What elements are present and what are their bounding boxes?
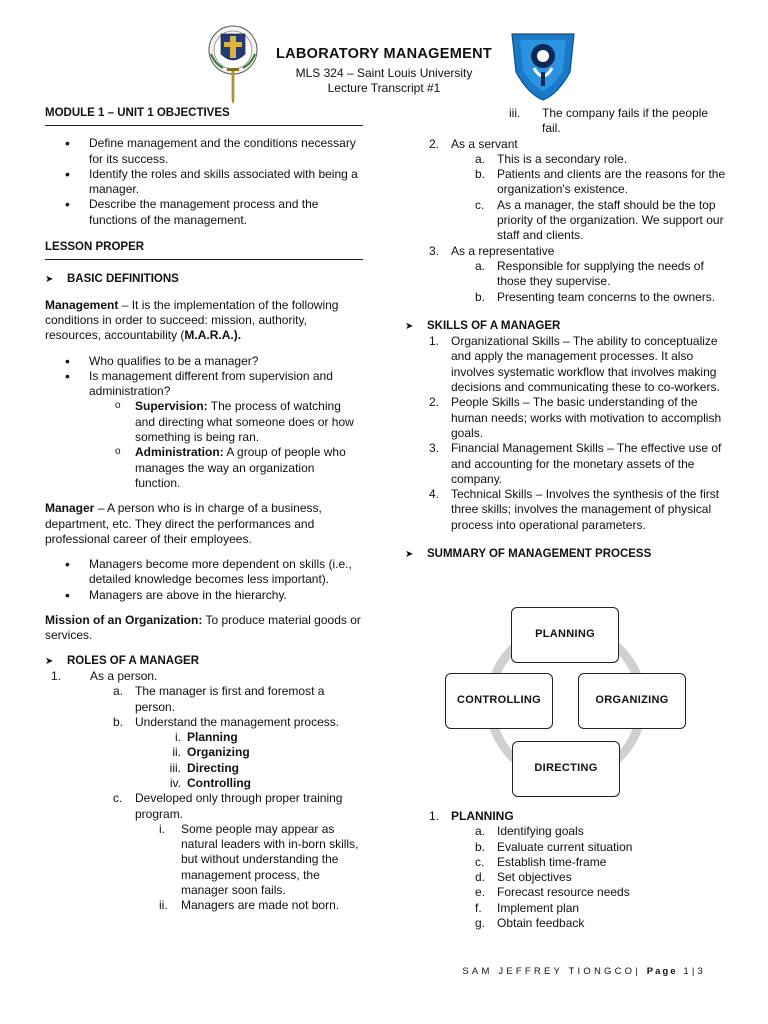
list-item <box>475 259 727 290</box>
item-number: 1. <box>51 668 62 683</box>
list-item <box>161 776 363 791</box>
list-item: • Describe the management process and the functions of the management. <box>45 197 363 228</box>
planning-list <box>405 824 727 931</box>
item-number: d. <box>475 870 486 885</box>
item-number: a. <box>475 258 486 273</box>
supervision-administration-list <box>45 399 363 491</box>
list-item <box>475 855 727 870</box>
item-number: iii. <box>509 106 521 120</box>
item-number: g. <box>475 916 486 931</box>
item-number: b. <box>475 839 486 854</box>
item-number: c. <box>475 197 485 212</box>
item-text: The manager is first and foremost a person. <box>135 684 325 714</box>
item-number: i. <box>175 730 181 745</box>
role-item <box>405 244 727 259</box>
item-text: As a person. <box>90 668 158 683</box>
item-text: Planning <box>187 730 238 745</box>
page-footer <box>462 964 706 979</box>
definition: A group of people who manages the way an organization function. <box>135 445 346 490</box>
left-column <box>45 106 363 914</box>
list-item <box>475 901 727 916</box>
item-number: ii. <box>159 898 168 913</box>
definition: The process of watching and directing what someone does or how something is being ran. <box>135 399 354 445</box>
item-text: As a representative <box>451 243 555 258</box>
list-item <box>475 885 727 900</box>
item-number: b. <box>475 289 486 304</box>
author-name: SAM JEFFREY TIONGCO| <box>462 966 641 977</box>
skills-heading <box>405 319 727 334</box>
item-number: 2. <box>429 136 440 151</box>
term: Manager <box>45 501 95 516</box>
role-item <box>405 137 727 152</box>
term: Management <box>45 297 119 312</box>
arrow-bullet-icon: ➤ <box>405 549 414 561</box>
list-item <box>429 334 727 395</box>
item-text: Evaluate current situation <box>497 839 633 854</box>
list-item: • Is management different from supervision and administration? <box>45 369 363 400</box>
heading-label: BASIC DEFINITIONS <box>67 273 179 286</box>
role-subsubitem <box>45 898 363 913</box>
item-number: c. <box>113 791 123 806</box>
item-number: ii. <box>172 745 181 760</box>
term: Administration: <box>135 445 224 460</box>
list-item <box>429 395 727 441</box>
manager-points-list <box>45 557 363 603</box>
list-item <box>475 824 727 839</box>
list-item <box>475 167 727 198</box>
list-item: • Managers are above in the hierarchy. <box>45 588 363 603</box>
list-item <box>475 870 727 885</box>
cycle-controlling-box: CONTROLLING <box>445 673 553 729</box>
item-text: Managers are made not born. <box>181 898 340 913</box>
definition: To produce material goods or services. <box>45 613 361 643</box>
arrow-bullet-icon: ➤ <box>405 320 414 332</box>
heading-label: SUMMARY OF MANAGEMENT PROCESS <box>427 548 652 561</box>
item-number: e. <box>475 885 486 900</box>
list-item: • Identify the roles and skills associated with being a manager. <box>45 167 363 198</box>
item-text: Implement plan <box>497 900 580 915</box>
role-subsubitem <box>45 822 363 898</box>
item-text: As a servant <box>451 136 518 151</box>
list-item: • Who qualifies to be a manager? <box>45 354 363 369</box>
item-text: Controlling <box>187 775 251 790</box>
cycle-organizing-box: ORGANIZING <box>578 673 686 729</box>
list-item <box>161 761 363 776</box>
role-subitem <box>45 684 363 715</box>
right-column <box>405 106 727 562</box>
summary-heading <box>405 547 727 562</box>
item-number: a. <box>475 824 486 839</box>
item-text: As a manager, the staff should be the top priority of the organization. We support our staff and clients. <box>497 197 724 243</box>
item-number: a. <box>475 151 486 166</box>
heading-label: SKILLS OF A MANAGER <box>427 319 561 332</box>
basic-definitions-heading <box>45 272 363 287</box>
item-number: 3. <box>429 243 440 258</box>
list-item <box>429 487 727 533</box>
course-line: MLS 324 – Saint Louis University <box>295 66 473 80</box>
item-text: Technical Skills – Involves the synthesis of the first three skills; involves the management of physical process into operational parameters. <box>451 487 720 532</box>
list-item <box>161 745 363 760</box>
role-subsubitem <box>405 106 727 137</box>
item-text: Patients and clients are the reasons for the organization's existence. <box>497 167 726 197</box>
servant-list <box>405 152 727 244</box>
role-subitem <box>45 791 363 822</box>
item-number: 3. <box>429 441 440 456</box>
item-number: 4. <box>429 487 440 502</box>
item-number: b. <box>113 714 124 729</box>
item-number: iii. <box>169 760 181 775</box>
cycle-directing-box: DIRECTING <box>512 741 620 797</box>
item-text: This is a secondary role. <box>497 151 628 166</box>
item-text: Forecast resource needs <box>497 885 630 900</box>
definition: – It is the implementation of the following conditions in order to succeed: mission, authority, resources, accountability ( <box>45 297 339 343</box>
item-text: The company fails if the people fail. <box>542 106 709 136</box>
item-text: Organizational Skills – The ability to conceptualize and apply the management processes. It also involves systematic workflow that involves making decisions and communicating these to co-workers. <box>451 334 720 395</box>
mission-definition <box>45 613 363 644</box>
arrow-bullet-icon: ➤ <box>45 655 54 667</box>
manager-definition <box>45 501 363 547</box>
list-item <box>161 730 363 745</box>
skills-list <box>405 334 727 533</box>
item-number: f. <box>475 900 482 915</box>
item-text: People Skills – The basic understanding of the human needs; works with motivation to accomplish goals. <box>451 395 722 440</box>
list-item <box>475 916 727 931</box>
item-text: PLANNING <box>451 809 514 823</box>
term: Supervision: <box>135 399 208 414</box>
questions-list <box>45 354 363 400</box>
item-text: Set objectives <box>497 870 572 885</box>
lesson-heading: LESSON PROPER <box>45 240 363 260</box>
item-text: Developed only through proper training program. <box>135 791 343 821</box>
planning-section <box>405 809 727 931</box>
list-item <box>45 445 363 491</box>
heading-label: ROLES OF A MANAGER <box>67 654 200 667</box>
item-number: c. <box>475 854 485 869</box>
item-text: Establish time-frame <box>497 854 607 869</box>
role-subitem <box>45 715 363 730</box>
representative-list <box>405 259 727 305</box>
management-cycle-diagram <box>445 603 705 803</box>
item-text: Directing <box>187 760 240 775</box>
page-number: 1|3 <box>683 966 706 977</box>
item-number: iv. <box>169 775 181 790</box>
item-text: Some people may appear as natural leaders with in-born skills, but without understanding the management process, the manager soon fails. <box>181 821 359 898</box>
page-label: Page <box>646 966 678 977</box>
item-text: Obtain feedback <box>497 916 585 931</box>
item-text: Organizing <box>187 745 250 760</box>
item-text: Presenting team concerns to the owners. <box>497 289 716 304</box>
item-number: 1. <box>429 334 440 349</box>
item-number: i. <box>159 821 165 836</box>
roles-heading <box>45 654 363 669</box>
role-item <box>45 669 363 684</box>
process-steps-list <box>45 730 363 791</box>
arrow-bullet-icon: ➤ <box>45 274 54 286</box>
item-number: 1. <box>429 809 440 823</box>
item-text: Identifying goals <box>497 824 584 839</box>
item-number: 2. <box>429 395 440 410</box>
list-item <box>475 152 727 167</box>
planning-heading <box>405 809 727 824</box>
list-item <box>475 840 727 855</box>
list-item: • Managers become more dependent on skills (i.e., detailed knowledge becomes less important). <box>45 557 363 588</box>
item-number: a. <box>113 684 124 699</box>
objectives-heading: MODULE 1 – UNIT 1 OBJECTIVES <box>45 106 363 126</box>
abbreviation: M.A.R.A.). <box>184 328 242 343</box>
list-item <box>429 441 727 487</box>
cycle-planning-box: PLANNING <box>511 607 619 663</box>
definition: – A person who is in charge of a business, department, etc. They direct the performances and professional career of their employees. <box>45 501 322 546</box>
management-definition <box>45 298 363 344</box>
list-item <box>45 399 363 445</box>
term: Mission of an Organization: <box>45 613 203 628</box>
list-item <box>475 290 727 305</box>
transcript-line: Lecture Transcript #1 <box>327 81 441 95</box>
objectives-list <box>45 136 363 228</box>
item-number: b. <box>475 167 486 182</box>
item-text: Understand the management process. <box>135 714 340 729</box>
list-item <box>475 198 727 244</box>
list-item: • Define management and the conditions necessary for its success. <box>45 136 363 167</box>
document-title: LABORATORY MANAGEMENT <box>275 46 492 62</box>
item-text: Financial Management Skills – The effective use of and accounting for the monetary assets of the company. <box>451 441 722 486</box>
item-text: Responsible for supplying the needs of those they supervise. <box>497 258 704 289</box>
